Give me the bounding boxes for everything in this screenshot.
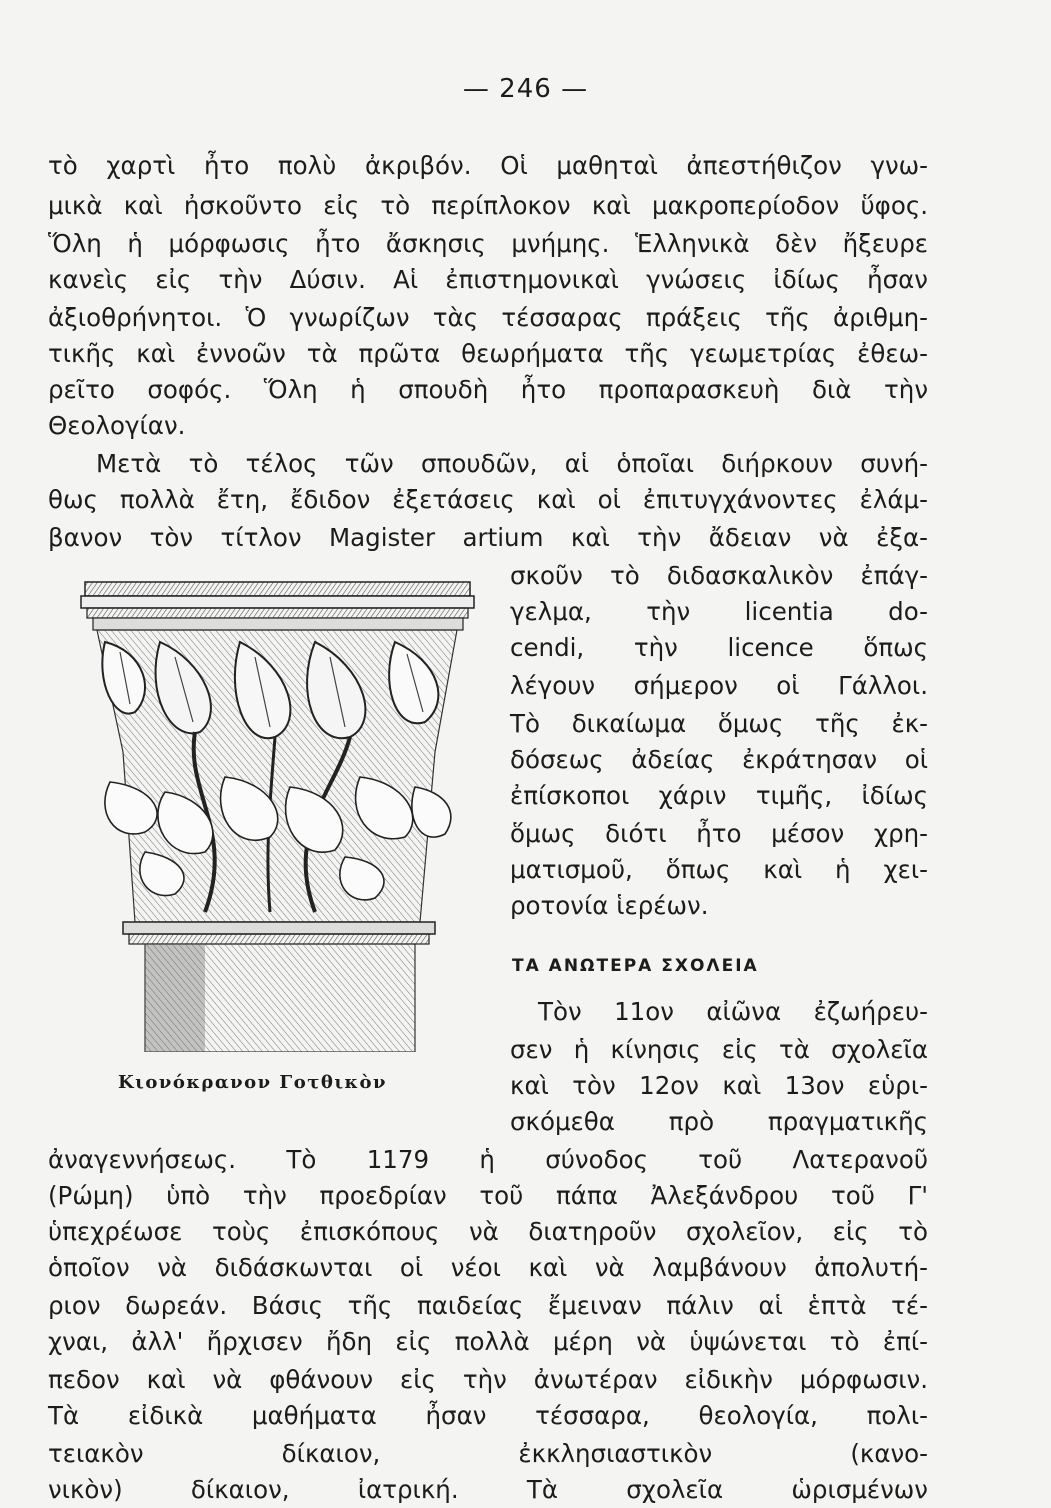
- text-line: ὑπεχρέωσε τοὺς ἐπισκόπους νὰ διατηροῦν σχολεῖον, εἰς τὸ: [48, 1217, 928, 1246]
- text-line: ἐπίσκοποι χάριν τιμῆς, ἰδίως: [510, 781, 928, 810]
- text-line: καὶ τὸν 12ον καὶ 13ον εὑρι-: [510, 1071, 928, 1100]
- text-line: ἀναγεννήσεως. Τὸ 1179 ἡ σύνοδος τοῦ Λατερανοῦ: [48, 1145, 928, 1174]
- text-line: Μετὰ τὸ τέλος τῶν σπουδῶν, αἱ ὁποῖαι διήρκουν συνή-: [96, 449, 928, 478]
- text-line: cendi, τὴν licence ὅπως: [510, 633, 928, 662]
- text-line: κανεὶς εἰς τὴν Δύσιν. Αἱ ἐπιστημονικαὶ γνώσεις ἰδίως ἦσαν: [48, 265, 928, 294]
- text-line: βανον τὸν τίτλον Magister artium καὶ τὴν ἄδειαν νὰ ἐξα-: [48, 523, 928, 552]
- text-line: ὁποῖον νὰ διδάσκωνται οἱ νέοι καὶ νὰ λαμβάνουν ἀπολυτή-: [48, 1253, 928, 1282]
- page-number: — 246 —: [462, 74, 589, 104]
- text-line: πεδον καὶ νὰ φθάνουν εἰς τὴν ἀνωτέραν εἰδικὴν μόρφωσιν.: [48, 1365, 928, 1394]
- text-line: τὸ χαρτὶ ἦτο πολὺ ἀκριβόν. Οἱ μαθηταὶ ἀπεστήθιζον γνω-: [48, 151, 928, 180]
- text-line: μικὰ καὶ ἠσκοῦντο εἰς τὸ περίπλοκον καὶ μακροπερίοδον ὕφος.: [48, 191, 928, 220]
- figure-caption: Κιονόκρανον Γοτθικὸν: [118, 1072, 388, 1093]
- text-line: νικὸν) δίκαιον, ἰατρική. Τὰ σχολεῖα ὡρισμένων: [48, 1475, 928, 1504]
- text-line: χναι, ἀλλ' ἤρχισεν ἤδη εἰς πολλὰ μέρη νὰ ὑψώνεται τὸ ἐπί-: [48, 1327, 928, 1356]
- text-line: Τὸ δικαίωμα ὅμως τῆς ἐκ-: [510, 709, 928, 738]
- text-line: τικῆς καὶ ἐννοῶν τὰ πρῶτα θεωρήματα τῆς γεωμετρίας ἐθεω-: [48, 339, 928, 368]
- text-line: Τὸν 11ον αἰῶνα ἐζωήρευ-: [538, 997, 928, 1026]
- text-line: γελμα, τὴν licentia do-: [510, 597, 928, 626]
- text-line: ριον δωρεάν. Βάσις τῆς παιδείας ἔμειναν πάλιν αἱ ἑπτὰ τέ-: [48, 1291, 928, 1320]
- text-line: Θεολογίαν.: [48, 411, 186, 440]
- text-line: ἀξιοθρήνητοι. Ὁ γνωρίζων τὰς τέσσαρας πράξεις τῆς ἀριθμη-: [48, 303, 928, 332]
- text-line: σκόμεθα πρὸ πραγματικῆς: [510, 1107, 928, 1136]
- text-line: Τὰ εἰδικὰ μαθήματα ἦσαν τέσσαρα, θεολογία, πολι-: [48, 1401, 928, 1430]
- text-line: ματισμοῦ, ὅπως καὶ ἡ χει-: [510, 855, 928, 884]
- section-heading: ΤΑ ΑΝΩΤΕΡΑ ΣΧΟΛΕΙΑ: [512, 956, 759, 976]
- text-line: σκοῦν τὸ διδασκαλικὸν ἐπάγ-: [510, 561, 928, 590]
- text-line: θως πολλὰ ἔτη, ἔδιδον ἐξετάσεις καὶ οἱ ἐπιτυγχάνοντες ἐλάμ-: [48, 485, 928, 514]
- gothic-capital-illustration: [75, 572, 490, 1052]
- text-line: ρεῖτο σοφός. Ὅλη ἡ σπουδὴ ἦτο προπαρασκευὴ διὰ τὴν: [48, 375, 928, 404]
- text-line: ὅμως διότι ἦτο μέσον χρη-: [510, 819, 928, 848]
- text-line: σεν ἡ κίνησις εἰς τὰ σχολεῖα: [510, 1035, 928, 1064]
- text-line: τειακὸν δίκαιον, ἐκκλησιαστικὸν (κανο-: [48, 1439, 928, 1468]
- text-line: ροτονία ἱερέων.: [510, 891, 709, 920]
- text-line: Ὅλη ἡ μόρφωσις ἦτο ἄσκησις μνήμης. Ἑλληνικὰ δὲν ἤξευρε: [48, 229, 928, 258]
- text-line: δόσεως ἀδείας ἐκράτησαν οἱ: [510, 745, 928, 774]
- text-line: (Ρώμη) ὑπὸ τὴν προεδρίαν τοῦ πάπα Ἀλεξάνδρου τοῦ Γ': [48, 1181, 928, 1210]
- text-line: λέγουν σήμερον οἱ Γάλλοι.: [510, 671, 928, 700]
